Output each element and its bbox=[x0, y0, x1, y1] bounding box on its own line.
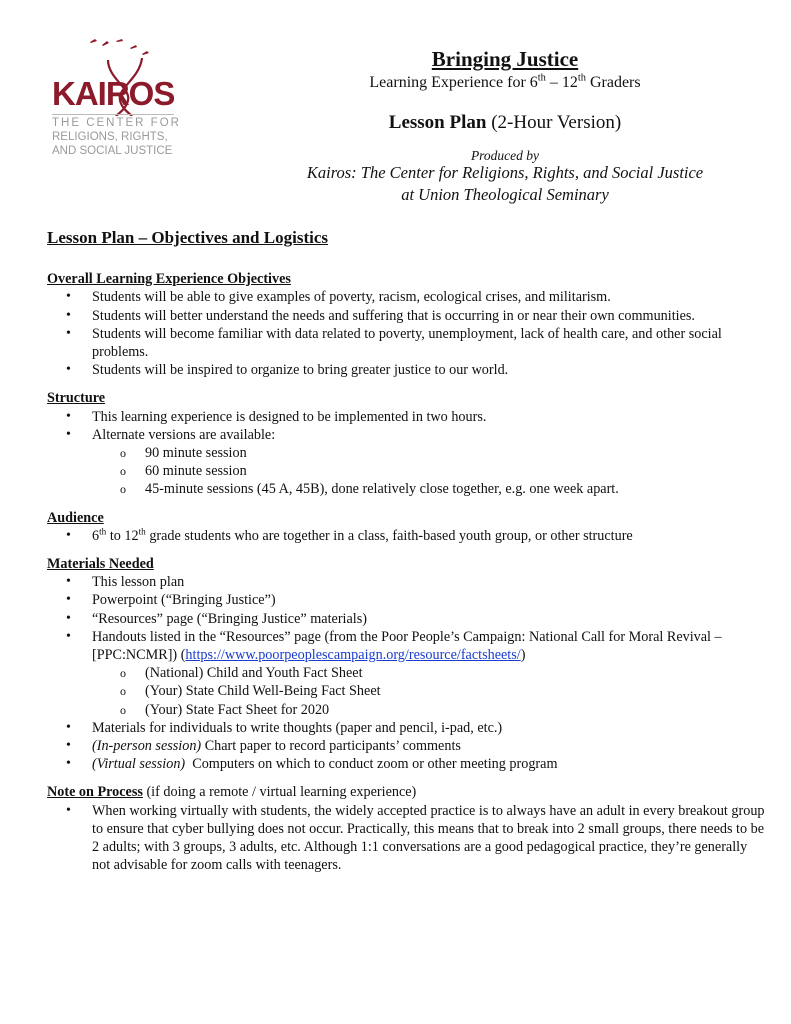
logo-tagline-2: RELIGIONS, RIGHTS, bbox=[52, 131, 168, 143]
logo-divider bbox=[52, 114, 174, 115]
sub-list-item: o (Your) State Child Well-Being Fact Sheet bbox=[92, 682, 767, 700]
document-subtitle bbox=[230, 74, 780, 92]
text: grade students who are together in a class, faith-based youth group, or other structure bbox=[145, 527, 633, 544]
sub-list-item: o 60 minute session bbox=[92, 462, 767, 480]
plan-version bbox=[230, 112, 780, 134]
producer-institution: at Union Theological Seminary bbox=[401, 185, 609, 204]
handouts-text: Handouts listed in the “Resources” page (from the Poor People’s Campaign: National Call for Moral Revival – [PPC:NCMR]) ( bbox=[92, 628, 722, 664]
list-item: • “Resources” page (“Bringing Justice” materials) bbox=[47, 610, 767, 628]
sup: th bbox=[99, 526, 107, 537]
list-item: • When working virtually with students, the widely accepted practice is to always have an adult in every breakout group to ensure that cyber bullying does not occur. Practically, this means that to break into 2 small groups, there needs to be 2 adults; with 3 groups, 3 adults, etc. Although 1:1 conversations are a good pedagogical practice, they’re generally not advisable for zoom calls with teenagers. bbox=[47, 802, 767, 875]
kairos-logo bbox=[50, 36, 181, 157]
produced-by: Produced by bbox=[470, 148, 540, 163]
process-note: (if doing a remote / virtual learning experience) bbox=[142, 784, 417, 801]
text: 6 bbox=[92, 527, 100, 544]
sup: th bbox=[138, 526, 146, 537]
plan-duration: (2-Hour Version) bbox=[486, 112, 622, 133]
list-item: • Students will be able to give examples of poverty, racism, ecological crises, and militarism. bbox=[47, 288, 767, 306]
session-label: (Virtual session) bbox=[92, 756, 186, 773]
subtitle-sup: th bbox=[577, 72, 586, 84]
session-label: (In-person session) bbox=[92, 738, 202, 755]
text: to 12 bbox=[106, 527, 139, 544]
versions-sublist bbox=[92, 444, 767, 499]
text: Chart paper to record participants’ comments bbox=[201, 738, 461, 755]
process-list bbox=[47, 802, 767, 875]
subtitle-text: Graders bbox=[585, 74, 641, 91]
list-item bbox=[47, 527, 767, 545]
list-item bbox=[47, 755, 767, 773]
objectives-heading: Overall Learning Experience Objectives bbox=[47, 271, 291, 288]
sub-list-item: o 90 minute session bbox=[92, 444, 767, 462]
structure-heading: Structure bbox=[47, 390, 106, 407]
subtitle-sup: th bbox=[537, 72, 546, 84]
logo-tagline-3: AND SOCIAL JUSTICE bbox=[52, 145, 173, 157]
handouts-sublist bbox=[92, 664, 767, 719]
structure-list bbox=[47, 408, 767, 499]
text: ) bbox=[520, 647, 526, 664]
list-item bbox=[47, 426, 767, 499]
audience-heading: Audience bbox=[47, 509, 104, 526]
document-title: Bringing Justice bbox=[431, 47, 579, 71]
list-item: • Students will become familiar with data related to poverty, unemployment, lack of health care, and other social problems. bbox=[47, 325, 767, 361]
list-item: • Students will better understand the needs and suffering that is occurring in or near their own communities. bbox=[47, 307, 767, 325]
audience-list bbox=[47, 527, 767, 545]
materials-list bbox=[47, 573, 767, 773]
sub-list-item: o (Your) State Fact Sheet for 2020 bbox=[92, 701, 767, 719]
list-item: • Students will be inspired to organize to bring greater justice to our world. bbox=[47, 361, 767, 379]
lesson-plan-body bbox=[47, 229, 767, 885]
logo-tagline-1: THE CENTER FOR bbox=[52, 117, 181, 129]
list-item: • Powerpoint (“Bringing Justice”) bbox=[47, 591, 767, 609]
plan-label: Lesson Plan bbox=[388, 112, 487, 133]
text: Computers on which to conduct zoom or other meeting program bbox=[185, 756, 558, 773]
list-item: • Materials for individuals to write thoughts (paper and pencil, i-pad, etc.) bbox=[47, 719, 767, 737]
materials-heading: Materials Needed bbox=[47, 556, 154, 573]
list-item: • This lesson plan bbox=[47, 573, 767, 591]
subtitle-text: Learning Experience for 6 bbox=[369, 74, 538, 91]
section-heading: Lesson Plan – Objectives and Logistics bbox=[47, 228, 328, 247]
list-item-text: Alternate versions are available: bbox=[92, 426, 276, 443]
objectives-list bbox=[47, 288, 767, 379]
sub-list-item: o 45-minute sessions (45 A, 45B), done relatively close together, e.g. one week apart. bbox=[92, 480, 767, 498]
list-item bbox=[47, 737, 767, 755]
process-heading: Note on Process bbox=[47, 784, 143, 801]
factsheets-link[interactable]: https://www.poorpeoplescampaign.org/resource/factsheets/ bbox=[185, 647, 521, 664]
sub-list-item: o (National) Child and Youth Fact Sheet bbox=[92, 664, 767, 682]
list-item: • This learning experience is designed to be implemented in two hours. bbox=[47, 408, 767, 426]
logo-wordmark: KAIROS bbox=[52, 75, 175, 112]
producer-org: Kairos: The Center for Religions, Rights, and Social Justice bbox=[306, 163, 704, 182]
process-heading-row bbox=[47, 783, 767, 801]
subtitle-text: – 12 bbox=[545, 74, 578, 91]
list-item bbox=[47, 628, 767, 719]
